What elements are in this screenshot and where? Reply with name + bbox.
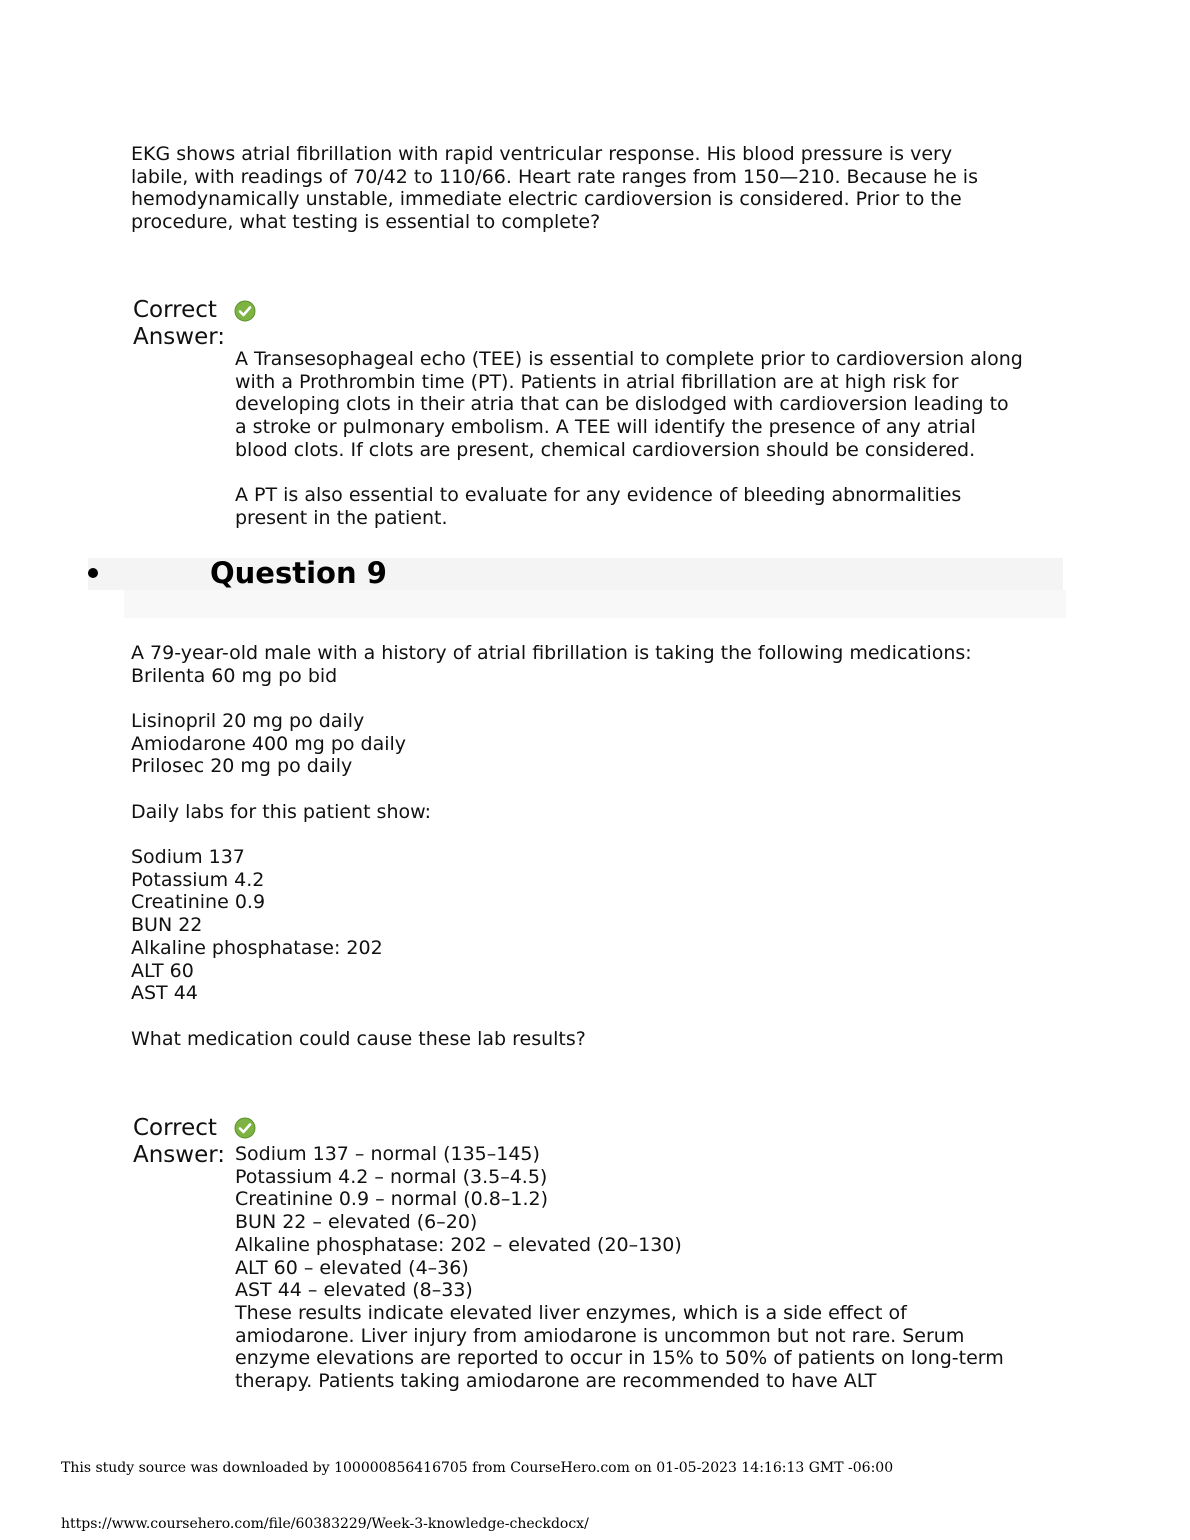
q9-med-item: Prilosec 20 mg po daily <box>131 755 353 778</box>
q9-answer-explanation: These results indicate elevated liver enzymes, which is a side effect of amiodarone. Liver injury from amiodarone is uncommon but not rare. Serum enzyme elevations are reported to occur in 15% to 50% of patients on long-term therapy. Patients taking amiodarone are recommended to have ALT <box>235 1301 1004 1393</box>
q9-intro: A 79-year-old male with a history of atrial fibrillation is taking the following medications: <box>131 642 972 664</box>
q9-answer-label-line1: Correct <box>133 1115 217 1141</box>
q9-med-item: Amiodarone 400 mg po daily <box>131 732 407 755</box>
q9-answer-line: BUN 22 – elevated (6–20) <box>235 1211 478 1234</box>
q9-lab-item: Creatinine 0.9 <box>131 891 266 914</box>
q8-answer-text <box>235 348 1025 530</box>
list-bullet <box>88 568 98 578</box>
q8-correct-answer-label <box>133 297 233 351</box>
q9-answer-line: ALT 60 – elevated (4–36) <box>235 1256 469 1279</box>
q9-answer-line: Potassium 4.2 – normal (3.5–4.5) <box>235 1165 548 1188</box>
q9-lab-item: AST 44 <box>131 982 198 1005</box>
q9-answer-line: AST 44 – elevated (8–33) <box>235 1279 473 1302</box>
q9-labs-heading: Daily labs for this patient show: <box>131 801 432 823</box>
question-header-band-lower <box>124 590 1066 618</box>
q9-lab-item: ALT 60 <box>131 959 194 982</box>
download-note: This study source was downloaded by 100000856416705 from CourseHero.com on 01-05-2023 14:16:13 GMT -06:00 <box>61 1460 894 1476</box>
q8-answer-label-line1: Correct <box>133 297 217 323</box>
source-url[interactable]: https://www.coursehero.com/file/60383229/Week-3-knowledge-checkdocx/ <box>61 1516 589 1532</box>
q9-lab-item: Potassium 4.2 <box>131 868 265 891</box>
q9-answer-line: Sodium 137 – normal (135–145) <box>235 1143 540 1165</box>
q9-lab-item: BUN 22 <box>131 914 203 937</box>
q9-lab-list <box>131 846 1031 1005</box>
q8-answer-paragraph-2: A PT is also essential to evaluate for any evidence of bleeding abnormalities present in the patient. <box>235 484 962 529</box>
q9-med-first: Brilenta 60 mg po bid <box>131 664 338 687</box>
q9-lab-item: Alkaline phosphatase: 202 <box>131 936 383 959</box>
q9-prompt <box>131 642 1031 687</box>
q8-prompt-text: EKG shows atrial fibrillation with rapid ventricular response. His blood pressure is very labile, with readings of 70/42 to 110/66. Heart rate ranges from 150—210. Because he is hemodynamically unstable, immediate electric cardioversion is considered. Prior to the procedure, what testing is essential to complete? <box>131 143 978 234</box>
q9-correct-answer-label <box>133 1115 233 1169</box>
q9-answer-text <box>235 1143 1025 1393</box>
check-circle-icon <box>234 300 256 322</box>
q9-med-list <box>131 710 1031 778</box>
q8-answer-label-line2: Answer: <box>133 324 226 350</box>
q9-answer-label-line2: Answer: <box>133 1142 226 1168</box>
q8-answer-paragraph-1: A Transesophageal echo (TEE) is essential to complete prior to cardioversion along with a Prothrombin time (PT). Patients in atrial fibrillation are at high risk for developing clots in their atria that can be dislodged with cardioversion leading to a stroke or pulmonary embolism. A TEE will identify the presence of any atrial blood clots. If clots are present, chemical cardioversion should be considered. <box>235 348 1023 461</box>
question-title: Question 9 <box>210 556 387 590</box>
q9-med-item: Lisinopril 20 mg po daily <box>131 710 365 732</box>
q9-lab-item: Sodium 137 <box>131 846 245 868</box>
q9-answer-line: Creatinine 0.9 – normal (0.8–1.2) <box>235 1188 548 1211</box>
check-circle-icon <box>234 1117 256 1139</box>
q9-answer-line: Alkaline phosphatase: 202 – elevated (20–130) <box>235 1233 682 1256</box>
q9-question-text: What medication could cause these lab results? <box>131 1028 586 1050</box>
